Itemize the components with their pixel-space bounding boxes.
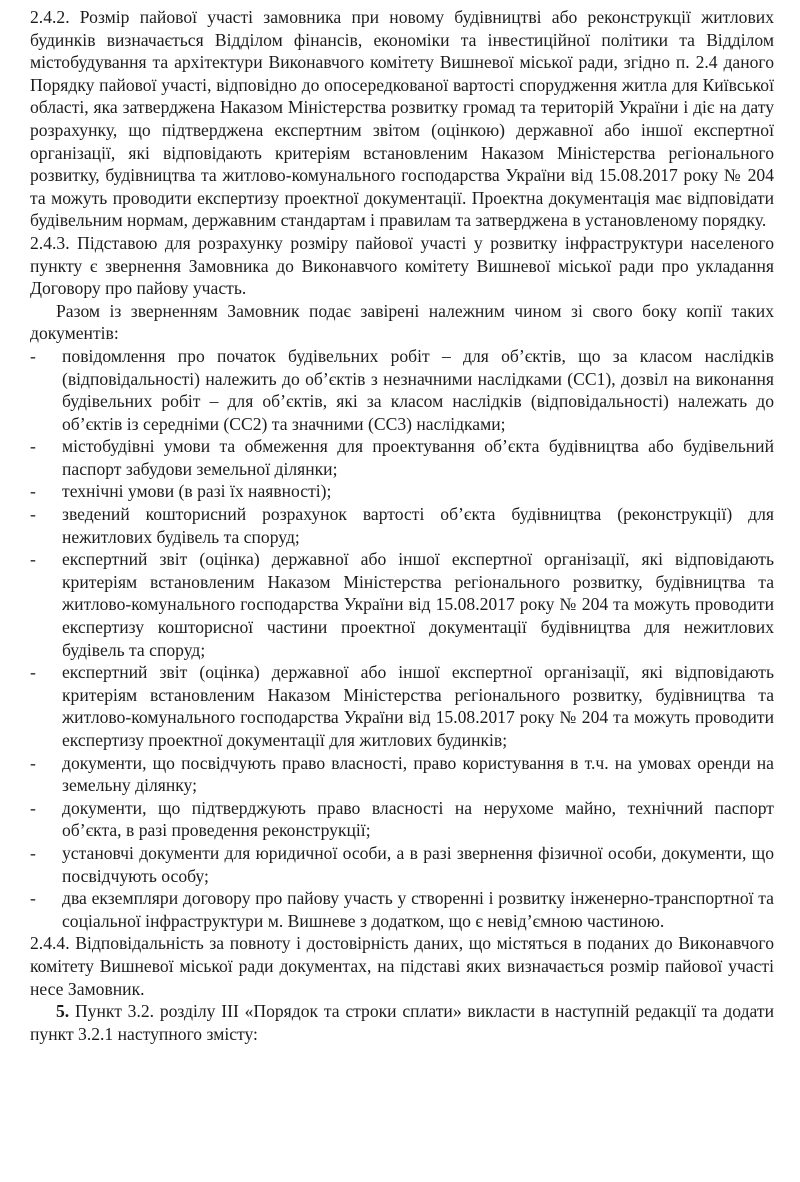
list-item (30, 503, 774, 548)
list-item (30, 887, 774, 932)
list-item-text: повідомлення про початок будівельних робіт – для об’єктів, що за класом наслідків (відповідальності) належить до об’єктів з незначними наслідками (СС1), дозвіл на виконання будівельних робіт – для об’єктів, які за класом наслідків (відповідальності) належать до об’єктів із середніми (СС2) та значними (СС3) наслідками; (62, 345, 774, 434)
list-item-text: експертний звіт (оцінка) державної або іншої експертної організації, які відповідають критеріям встановленим Наказом Міністерства регіонального розвитку, будівництва та житлово-комунального господарства України від 15.08.2017 року № 204 та можуть проводити експертизу кошторисної частини проектної документації будівництва для нежитлових будівель та споруд; (62, 549, 774, 660)
list-item-text: документи, що підтверджують право власності на нерухоме майно, технічний паспорт об’єкта, в разі проведення реконструкції; (62, 797, 774, 841)
list-bullet: - (30, 549, 36, 570)
list-bullet: - (30, 797, 36, 818)
list-item (30, 661, 774, 751)
list-item (30, 797, 774, 842)
item-5-text: Пункт 3.2. розділу ІІІ «Порядок та строки сплати» викласти в наступній редакції та додати пункт 3.2.1 наступного змісту: (30, 1001, 774, 1044)
list-bullet: - (30, 436, 36, 457)
list-item (30, 752, 774, 797)
list-item (30, 435, 774, 480)
list-item-text: два екземпляри договору про пайову участь у створенні і розвитку інженерно-транспортної та соціальної інфраструктури м. Вишневе з додатком, що є невід’ємною частиною. (62, 888, 774, 931)
list-item (30, 842, 774, 887)
list-item (30, 548, 774, 661)
list-bullet: - (30, 752, 36, 773)
list-item-text: містобудівні умови та обмеження для проектування об’єкта будівництва або будівельний паспорт забудови земельної ділянки; (62, 436, 774, 479)
document-list (30, 345, 774, 932)
list-item (30, 345, 774, 435)
paragraph-2-4-4: 2.4.4. Відповідальність за повноту і достовірність даних, що містяться в поданих до Виконавчого комітету Вишневої міської ради документах, на підставі яких визначається розмір пайової участі несе Замовник. (30, 933, 774, 999)
list-bullet: - (30, 842, 36, 863)
paragraph-documents-intro: Разом із зверненням Замовник подає завірені належним чином зі свого боку копії таких документів: (30, 300, 774, 344)
list-bullet: - (30, 345, 36, 366)
list-bullet: - (30, 662, 36, 683)
paragraph-item-5 (30, 1000, 774, 1045)
list-item (30, 480, 774, 503)
paragraph-2-4-3: 2.4.3. Підставою для розрахунку розміру пайової участі у розвитку інфраструктури населеного пункту є звернення Замовника до Виконавчого комітету Вишневої міської ради про укладання Договору про пайову участь. (30, 232, 774, 299)
list-bullet: - (30, 481, 36, 502)
paragraph-2-4-2: 2.4.2. Розмір пайової участі замовника при новому будівництві або реконструкції житлових будинків визначається Відділом фінансів, економіки та інвестиційної політики та Відділом містобудування та архітектури Виконавчого комітету Вишневої міської ради, згідно п. 2.4 даного Порядку пайової участі, відповідно до опосередкованої вартості спорудження житла для Київської області, яка затверджена Наказом Міністерства розвитку громад та територій України і діє на дату розрахунку, що підтверджена експертним звітом (оцінкою) державної або іншої експертної організації, які відповідають критеріям встановленим Наказом Міністерства регіонального розвитку, будівництва та житлово-комунального господарства України від 15.08.2017 року № 204 та можуть проводити експертизу проектної документації. Проектна документація має відповідати будівельним нормам, державним стандартам і правилам та затверджена в установленому порядку. (30, 7, 774, 231)
list-item-text: експертний звіт (оцінка) державної або іншої експертної організації, які відповідають критеріям встановленим Наказом Міністерства регіонального розвитку, будівництва та житлово-комунального господарства України від 15.08.2017 року № 204 та можуть проводити експертизу проектної документації для житлових будинків; (62, 662, 774, 750)
list-item-text: документи, що посвідчують право власності, право користування в т.ч. на умовах оренди на земельну ділянку; (62, 752, 774, 796)
item-5-number: 5. (56, 1001, 70, 1022)
list-item-text: технічні умови (в разі їх наявності); (62, 481, 332, 502)
list-item-text: установчі документи для юридичної особи, а в разі звернення фізичної особи, документи, що посвідчують особу; (62, 842, 774, 886)
list-bullet: - (30, 504, 36, 525)
list-bullet: - (30, 888, 36, 909)
list-item-text: зведений кошторисний розрахунок вартості об’єкта будівництва (реконструкції) для нежитлових будівель та споруд; (62, 504, 774, 547)
